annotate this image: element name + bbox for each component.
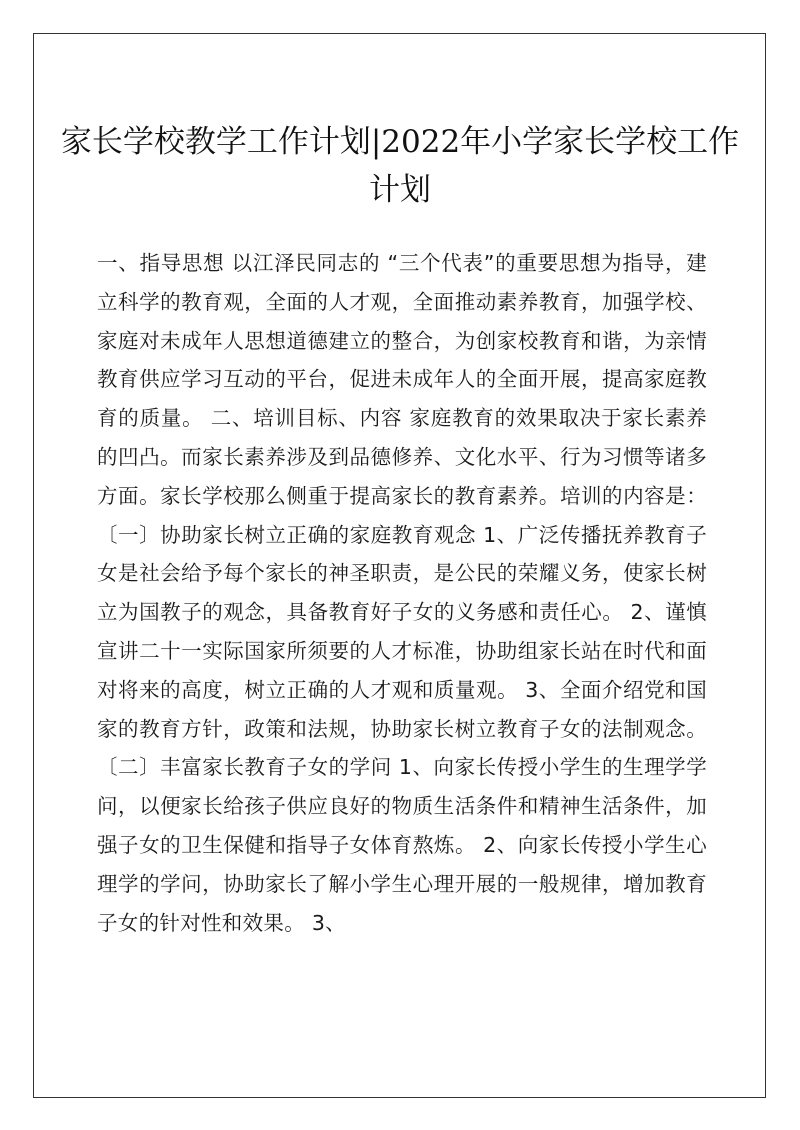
document-title: 家长学校教学工作计划|2022年小学家长学校工作计划 — [60, 124, 740, 208]
document-body-text: 一、指导思想 以江泽民同志的 “三个代表”的重要思想为指导，建立科学的教育观，全面的人才观，全面推动素养教育，加强学校、家庭对未成年人思想道德建立的整合，为创家校教育和谐，为亲情教育供应学习互动的平台，促进未成年人的全面开展，提高家庭教育的质量。 二、培训目标、内容 家庭教育的效果取决于家长素养的凹凸。而家长素养涉及到品德修养、文化水平、行为习惯等诸多方面。家长学校那么侧重于提高家长的教育素养。培训的内容是：〔一〕协助家长树立正确的家庭教育观念 1、广泛传播抚养教育子女是社会给予每个家长的神圣职责，是公民的荣耀义务，使家长树立为国教子的观念，具备教育好子女的义务感和责任心。 2、谨慎宣讲二十一实际国家所须要的人才标准，协助组家长站在时代和面对将来的高度，树立正确的人才观和质量观。 3、全面介绍党和国家的教育方针，政策和法规，协助家长树立教育子女的法制观念。〔二〕丰富家长教育子女的学问 1、向家长传授小学生的生理学学问，以便家长给孩子供应良好的物质生活条件和精神生活条件，加强子女的卫生保健和指导子女体育熬炼。 2、向家长传授小学生心理学的学问，协助家长了解小学生心理开展的一般规律，增加教育子女的针对性和效果。 3、 — [97, 251, 707, 935]
